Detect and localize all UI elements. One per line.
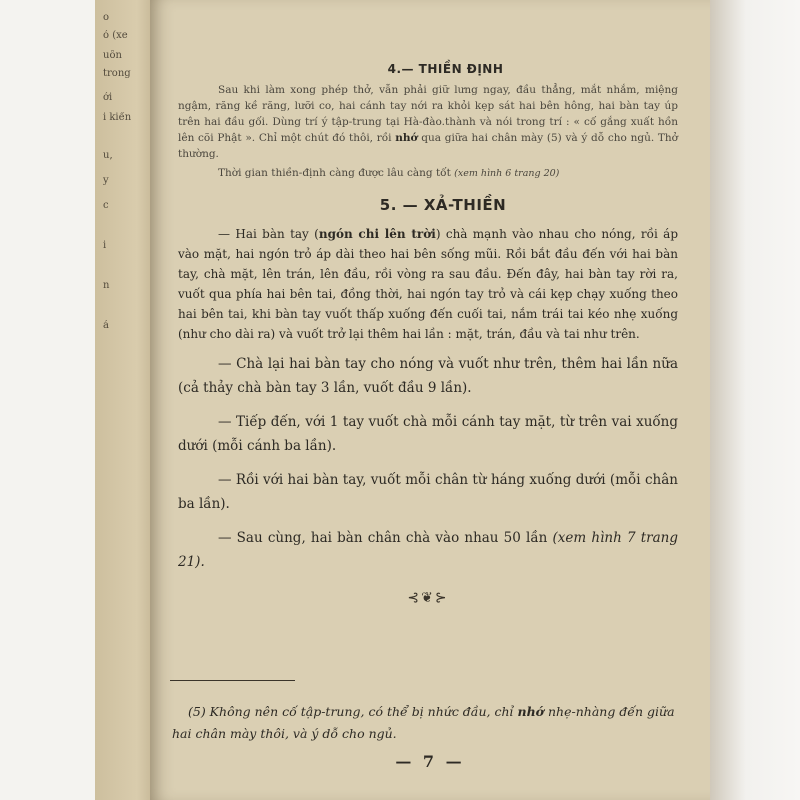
left-page-fragment: á	[103, 320, 109, 331]
left-page-fragment: trong	[103, 68, 131, 79]
footnote: (5) Không nên cố tập-trung, có thể bị nhức đầu, chỉ nhớ nhẹ-nhàng đến giữa hai chân mày thôi, và ý dỗ cho ngủ.	[172, 703, 675, 741]
left-page-fragment: i kiến	[103, 112, 132, 123]
left-page-fragment: c	[103, 200, 109, 211]
background-surface	[710, 0, 800, 800]
section-4-paragraph-1: Sau khi làm xong phép thở, vẫn phải giữ lưng ngay, đầu thẳng, mắt nhắm, miệng ngậm, răng kề răng, lưỡi co, hai cánh tay nới ra khỏi kẹp sát hai bên hông, hai bàn tay úp trên hai đầu gối. Dùng trí ý tập-trung tại Hà-đào.thành và nói trong trí : « cố gắng xuất hồn lên cõi Phật ». Chỉ một chút đó thôi, rồi nhớ qua giữa hai chân mày (5) và ý dỗ cho ngủ. Thở thường.	[178, 84, 678, 160]
left-page-fragment: o	[103, 12, 110, 23]
ornament-divider: ⊰❦⊱	[407, 590, 449, 606]
left-page-fragment: n	[103, 280, 110, 291]
section-5-paragraph-1: — Hai bàn tay (ngón chi lên trời) chà mạnh vào nhau cho nóng, rồi áp vào mặt, hai ngón trỏ áp dài theo hai bên sống mũi. Rồi bắt đầu đến với hai bàn tay, chà mặt, lên trán, lên đầu, rồi vòng ra sau đầu. Đến đây, hai bàn tay rời ra, vuốt qua phía hai bên tai, đồng thời, hai ngón tay trỏ và cái kẹp chạy xuống theo hai bên tai, khi bàn tay vuốt thấp xuống đến cuối tai, nắm trái tai kéo nhẹ xuống (như cho dài ra) và vuốt trở lại thêm hai lần : mặt, trán, đầu và tai như trên.	[178, 227, 679, 341]
left-page-fragment: y	[103, 175, 109, 186]
section-5-paragraph-4: — Rồi với hai bàn tay, vuốt mỗi chân từ háng xuống dưới (mỗi chân ba lần).	[178, 472, 678, 512]
section-4-paragraph-2: Thời gian thiền-định càng được lâu càng tốt (xem hình 6 trang 20)	[218, 167, 560, 179]
left-page-fragment: u,	[103, 150, 113, 161]
left-page-fragment: ó (xe	[103, 30, 128, 41]
page-number: — 7 —	[395, 752, 465, 771]
left-page-fragment: uôn	[103, 50, 122, 61]
book-page	[150, 0, 710, 800]
section-5-paragraph-5: — Sau cùng, hai bàn chân chà vào nhau 50 lần (xem hình 7 trang 21).	[178, 530, 678, 570]
section-5-paragraph-3: — Tiếp đến, với 1 tay vuốt chà mỗi cánh tay mặt, từ trên vai xuống dưới (mỗi cánh ba lần).	[178, 414, 678, 454]
left-page-fragment: i	[103, 240, 107, 251]
section-5-paragraph-2: — Chà lại hai bàn tay cho nóng và vuốt như trên, thêm hai lần nữa (cả thảy chà bàn tay 3 lần, vuốt đầu 9 lần).	[178, 356, 678, 396]
left-page-fragment: ới	[103, 92, 113, 103]
section-5-title: 5. — XẢ-THIỀN	[379, 196, 507, 214]
page-content	[178, 62, 678, 606]
section-4-title: 4.— THIỀN ĐỊNH	[387, 62, 504, 76]
footnote-rule	[170, 680, 295, 681]
